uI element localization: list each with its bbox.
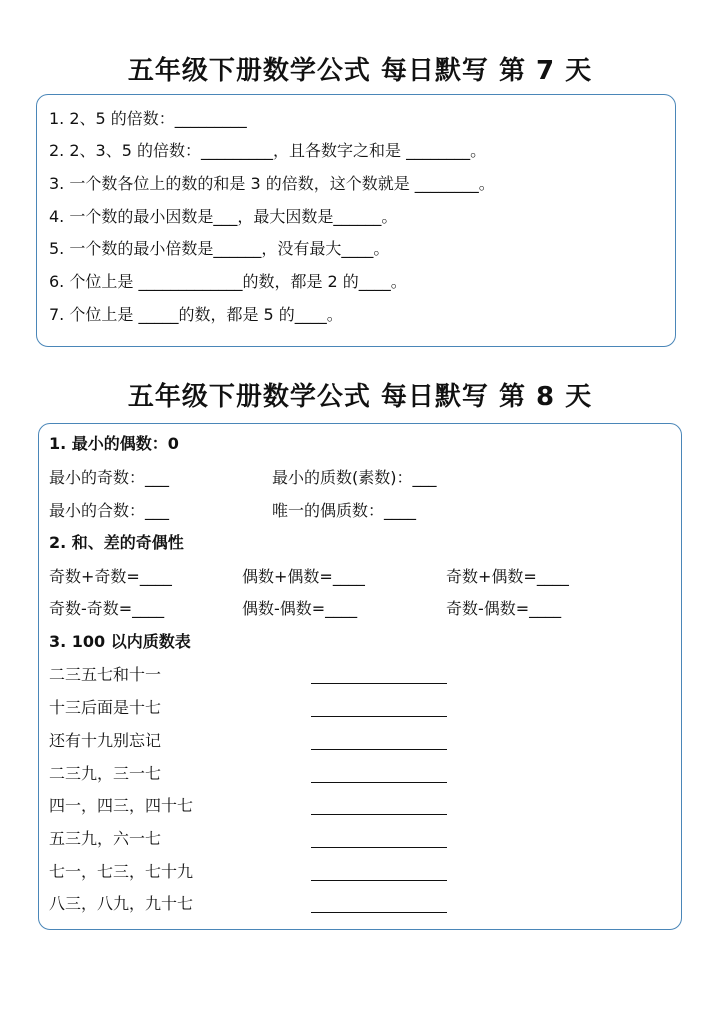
min-composite-item: 最小的合数：___ (49, 501, 170, 520)
prime-answer-blank-1 (311, 683, 447, 684)
prime-answer-blank-5 (311, 814, 447, 815)
even-minus-even-item: 偶数-偶数=____ (242, 599, 358, 618)
prime-rhyme-3: 还有十九别忘记 (49, 731, 162, 750)
section3-heading: 3. 100 以内质数表 (49, 632, 191, 651)
prime-rhyme-4: 二三九，三一七 (49, 764, 162, 783)
prime-rhyme-2: 十三后面是十七 (49, 698, 162, 717)
prime-answer-blank-4 (311, 782, 447, 783)
day7-item-6: 6. 个位上是 _____________的数，都是 2 的____。 (49, 272, 407, 291)
prime-answer-blank-6 (311, 847, 447, 848)
odd-minus-even-item: 奇数-偶数=____ (446, 599, 562, 618)
day7-item-7: 7. 个位上是 _____的数，都是 5 的____。 (49, 305, 343, 324)
prime-answer-blank-3 (311, 749, 447, 750)
day7-item-2: 2. 2、3、5 的倍数：_________，且各数字之和是 ________。 (49, 141, 487, 160)
odd-plus-even-item: 奇数+偶数=____ (446, 567, 569, 586)
day7-question-box (36, 94, 676, 347)
prime-answer-blank-2 (311, 716, 447, 717)
only-even-prime-item: 唯一的偶质数：____ (272, 501, 417, 520)
day7-item-3: 3. 一个数各位上的数的和是 3 的倍数，这个数就是 ________。 (49, 174, 495, 193)
prime-answer-blank-7 (311, 880, 447, 881)
day8-question-box (38, 423, 682, 930)
day7-item-5: 5. 一个数的最小倍数是______，没有最大____。 (49, 239, 390, 258)
min-odd-item: 最小的奇数：___ (49, 468, 170, 487)
day8-title: 五年级下册数学公式 每日默写 第 8 天 (127, 382, 593, 412)
prime-rhyme-6: 五三九，六一七 (49, 829, 162, 848)
prime-rhyme-8: 八三，八九，九十七 (49, 894, 194, 913)
day7-title: 五年级下册数学公式 每日默写 第 7 天 (127, 56, 593, 86)
even-plus-even-item: 偶数+偶数=____ (242, 567, 365, 586)
odd-minus-odd-item: 奇数-奇数=____ (49, 599, 165, 618)
prime-answer-blank-8 (311, 912, 447, 913)
prime-rhyme-7: 七一，七三，七十九 (49, 862, 194, 881)
prime-rhyme-5: 四一，四三，四十七 (49, 796, 194, 815)
prime-rhyme-1: 二三五七和十一 (49, 665, 162, 684)
day7-item-4: 4. 一个数的最小因数是___，最大因数是______。 (49, 207, 398, 226)
section1-heading: 1. 最小的偶数：0 (49, 434, 179, 453)
odd-plus-odd-item: 奇数+奇数=____ (49, 567, 172, 586)
section2-heading: 2. 和、差的奇偶性 (49, 533, 184, 552)
day7-item-1: 1. 2、5 的倍数：_________ (49, 109, 247, 128)
min-prime-item: 最小的质数(素数)：___ (272, 468, 437, 487)
